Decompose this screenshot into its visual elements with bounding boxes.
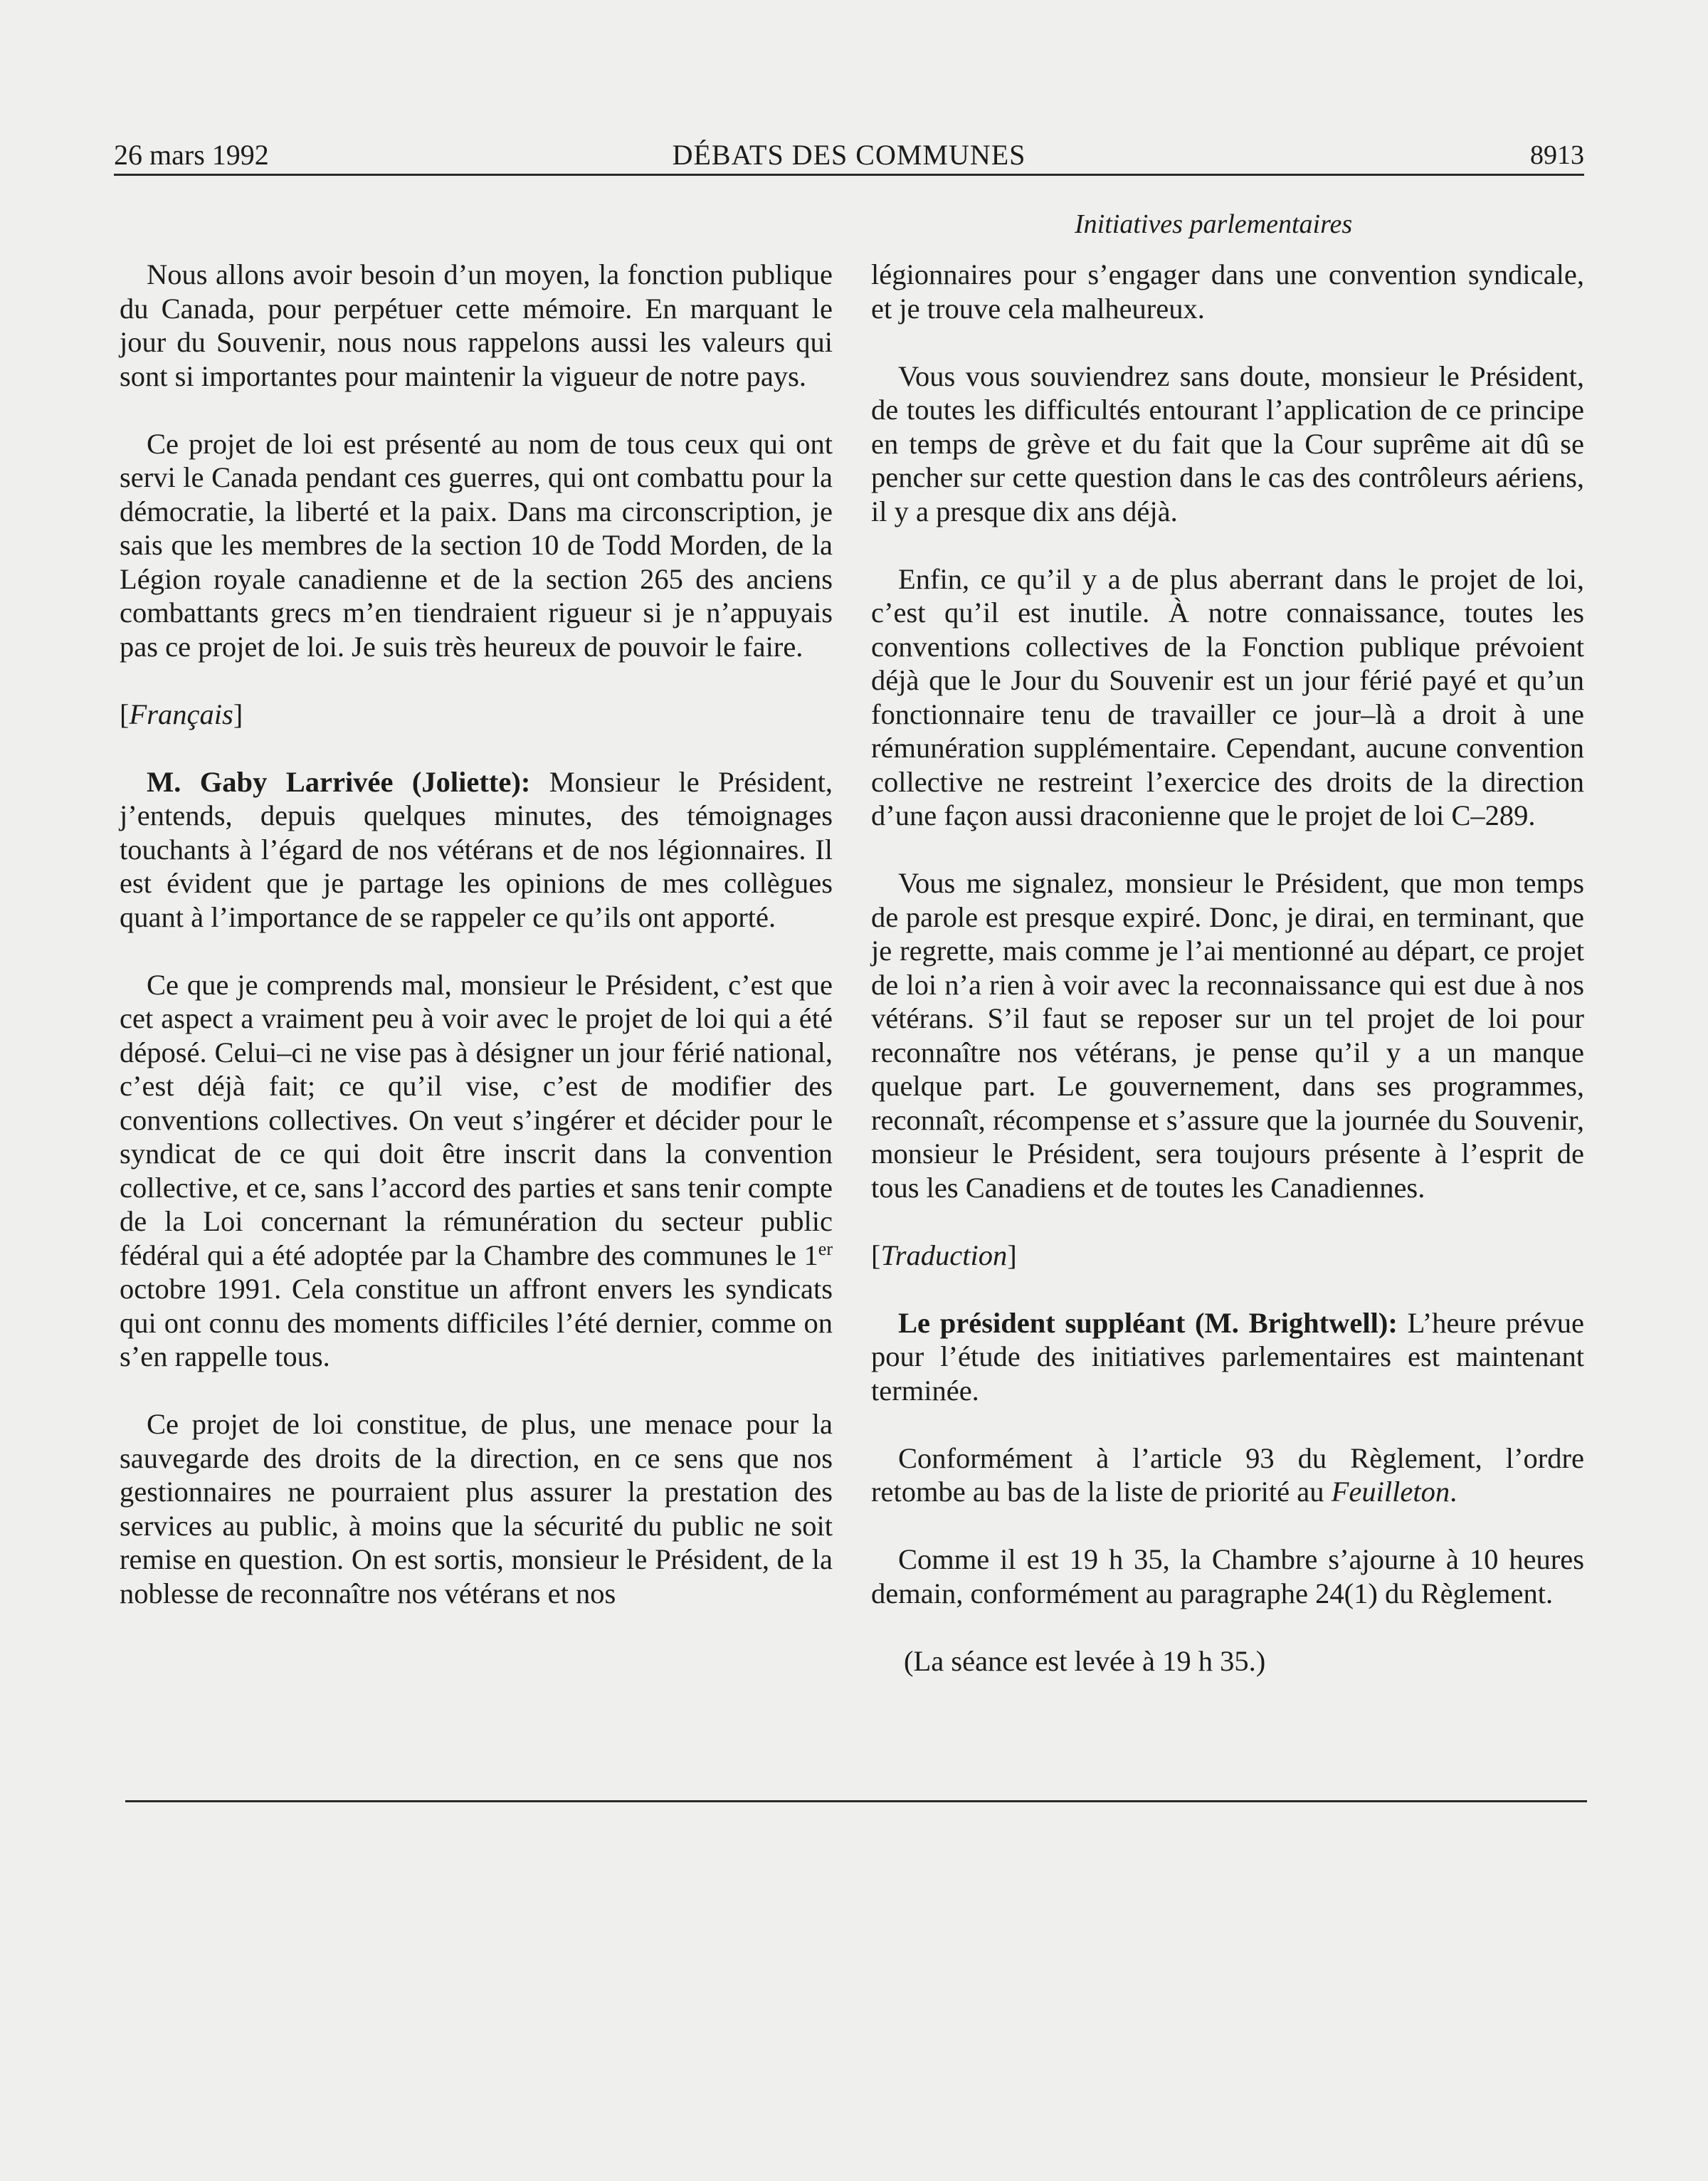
speaker-name: M. Gaby Larrivée (Joliette):	[147, 765, 531, 798]
paragraph-text-a: Ce que je comprends mal, monsieur le Président, c’est que cet aspect a vraiment peu à voir avec le projet de loi qui a été déposé. Celui–ci ne vise pas à désigner un jour férié national, c’est déjà fait; ce qu’il vise, c’est de modifier des conventions collectives. On veut s’ingérer et décider pour le syndicat de ce qui doit être inscrit dans la convention collective, et ce, sans l’accord des parties et sans tenir compte de la Loi concernant la rémunération du secteur public fédéral qui a été adoptée par la Chambre des communes le 1	[120, 968, 833, 1271]
speech-text: Monsieur le Président, j’entends, depuis quelques minutes, des témoignages touchants à l’égard de nos vétérans et de nos légionnaires. Il est évident que je partage les opinions de mes collègues quant à l’importance de se rappeler ce qu’ils ont apporté.	[120, 765, 833, 933]
language-marker-francais	[120, 698, 833, 732]
left-paragraph-5: Ce projet de loi constitue, de plus, une menace pour la sauvegarde des droits de la direction, en ce sens que nos gestionnaires ne pourraient plus assurer la prestation des services au public, à moins que la sécurité du public ne soit remise en question. On est sortis, monsieur le Président, de la noblesse de reconnaître nos vétérans et nos	[120, 1408, 833, 1609]
right-column	[871, 258, 1584, 1712]
left-paragraph-4	[120, 968, 833, 1374]
bracket-close: ]	[1007, 1239, 1017, 1271]
left-paragraph-1: Nous allons avoir besoin d’un moyen, la fonction publique du Canada, pour perpétuer cette mémoire. En marquant le jour du Souvenir, nous nous rappelons aussi les valeurs qui sont si importantes pour maintenir la vigueur de notre pays.	[120, 258, 833, 392]
left-paragraph-2: Ce projet de loi est présenté au nom de tous ceux qui ont servi le Canada pendant ces guerres, qui ont combattu pour la démocratie, la liberté et la paix. Dans ma circonscription, je sais que les membres de la section 10 de Todd Morden, de la Légion royale canadienne et de la section 265 des anciens combattants grecs m’en tiendraient rigueur si je n’appuyais pas ce projet de loi. Je suis très heureux de pouvoir le faire.	[120, 427, 833, 663]
header-rule	[114, 174, 1584, 176]
section-title: Initiatives parlementaires	[1075, 209, 1353, 239]
right-paragraph-1: légionnaires pour s’engager dans une convention syndicale, et je trouve cela malheureux.	[871, 258, 1584, 325]
bracket-open: [	[871, 1239, 881, 1271]
language-word: Français	[129, 698, 233, 730]
paragraph-text-b: octobre 1991. Cela constitue un affront envers les syndicats qui ont connu des moments difficiles l’été dernier, comme on s’en rappelle tous.	[120, 1273, 833, 1372]
sitting-adjourned-note: (La séance est levée à 19 h 35.)	[904, 1644, 1266, 1677]
header-title: DÉBATS DES COMMUNES	[672, 139, 1026, 171]
bottom-rule	[125, 1800, 1587, 1802]
bracket-close: ]	[233, 698, 243, 730]
page-number: 8913	[1530, 140, 1584, 170]
speech-text: L’heure prévue pour l’étude des initiatives parlementaires est maintenant terminée.	[871, 1306, 1584, 1407]
bracket-open: [	[120, 698, 130, 730]
feuilleton-italic: Feuilleton	[1331, 1476, 1450, 1508]
speaker-name: Le président suppléant (M. Brightwell):	[898, 1306, 1398, 1339]
language-marker-traduction	[871, 1239, 1584, 1273]
ordinal-superscript: er	[818, 1238, 833, 1259]
header-date: 26 mars 1992	[114, 139, 269, 171]
right-paragraph-7: Comme il est 19 h 35, la Chambre s’ajourne à 10 heures demain, conformément au paragraphe 24(1) du Règlement.	[871, 1543, 1584, 1609]
language-word: Traduction	[880, 1239, 1008, 1271]
page-header	[114, 135, 1584, 175]
right-paragraph-5	[871, 1306, 1584, 1408]
right-paragraph-3: Enfin, ce qu’il y a de plus aberrant dans le projet de loi, c’est qu’il est inutile. À notre connaissance, toutes les conventions collectives de la Fonction publique prévoient déjà que le Jour du Souvenir est un jour férié payé et qu’un fonctionnaire tenu de travailler ce jour–là a droit à une rémunération supplémentaire. Cependant, aucune convention collective ne restreint l’exercice des droits de la direction d’une façon aussi draconienne que le projet de loi C–289.	[871, 562, 1584, 831]
left-paragraph-3	[120, 765, 833, 935]
right-paragraph-4: Vous me signalez, monsieur le Président, que mon temps de parole est presque expiré. Donc, je dirai, en terminant, que je regrette, mais comme je l’ai mentionné au départ, ce projet de loi n’a rien à voir avec la reconnaissance qui est due à nos vétérans. S’il faut se reposer sur un tel projet de loi pour reconnaître nos vétérans, je pense qu’il y a un manque quelque part. Le gouvernement, dans ses programmes, reconnaît, récompense et s’assure que la journée du Souvenir, monsieur le Président, sera toujours présente à l’esprit de tous les Canadiens et de toutes les Canadiennes.	[871, 867, 1584, 1204]
paragraph-text-a: Conformément à l’article 93 du Règlement, l’ordre retombe au bas de la liste de priorité au	[871, 1441, 1584, 1508]
right-paragraph-6	[871, 1441, 1584, 1509]
right-paragraph-2: Vous vous souviendrez sans doute, monsieur le Président, de toutes les difficultés entourant l’application de ce principe en temps de grève et du fait que la Cour suprême ait dû se pencher sur cette question dans le cas des contrôleurs aériens, il y a presque dix ans déjà.	[871, 359, 1584, 527]
paragraph-text-b: .	[1450, 1476, 1457, 1508]
left-column	[120, 258, 833, 1644]
